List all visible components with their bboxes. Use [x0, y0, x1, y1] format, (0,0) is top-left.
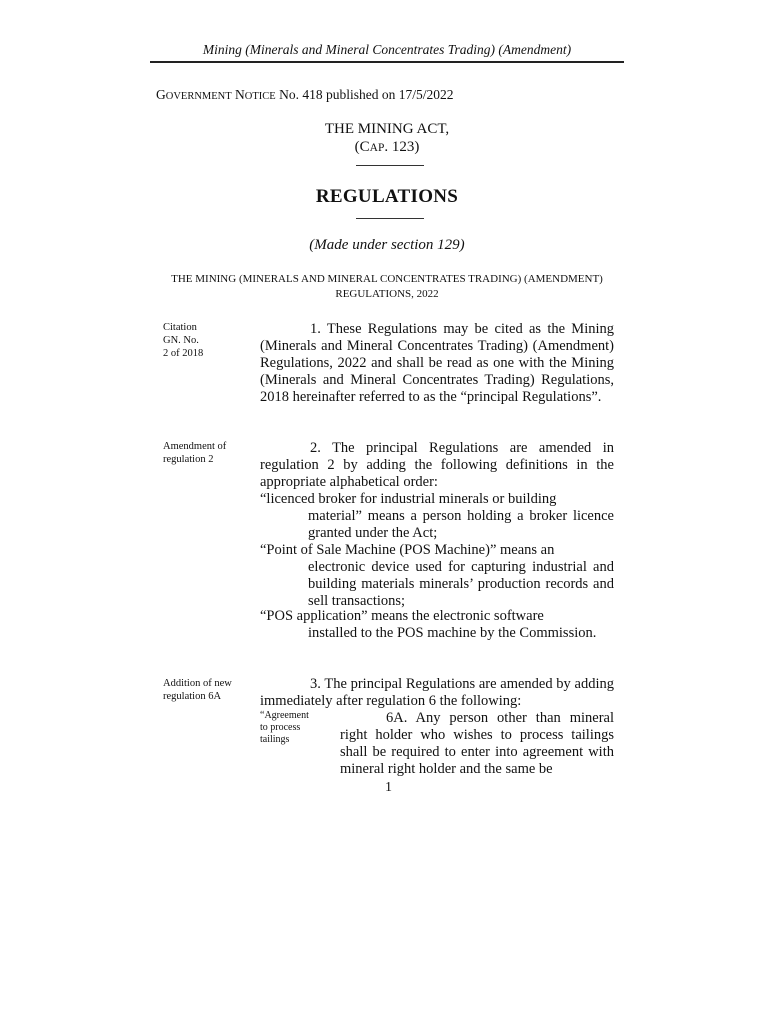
- section-2-paragraph: 2. The principal Regulations are amended in regulation 2 by adding the following definitions in the appropriate alphabetical order:: [260, 440, 614, 490]
- act-title: THE MINING ACT,: [324, 121, 450, 137]
- inner-note-line: tailings: [260, 734, 290, 745]
- inner-note-line: to process: [260, 722, 301, 733]
- gn-smallcaps-2: OTICE: [244, 91, 276, 102]
- definition-pos-machine: [260, 542, 614, 610]
- definition-licenced-broker: [260, 491, 614, 542]
- section-1-paragraph: 1. These Regulations may be cited as the Mining (Minerals and Mineral Concentrates Trading) (Amendment) Regulations, 2022 and shall be read as one with the Mining (Minerals and Mineral Concentrates Trading) Regulations, 2018 hereinafter referred to as the “principal Regulations”.: [260, 321, 614, 405]
- regulation-6a-paragraph: 6A. Any person other than mineral right holder who wishes to process tailings shall be required to enter into agreement with mineral right holder and the same be: [340, 710, 614, 777]
- margin-note-line: Citation: [163, 322, 197, 333]
- section-2-text: [260, 440, 614, 491]
- margin-note-line: Addition of new: [163, 678, 232, 689]
- definition-first-line: “licenced broker for industrial minerals or building: [260, 491, 557, 507]
- definition-continuation: electronic device used for capturing industrial and building materials minerals’ production records and sell transactions;: [308, 559, 614, 609]
- running-head: Mining (Minerals and Mineral Concentrates Trading) (Amendment): [150, 42, 624, 63]
- made-under-section: (Made under section 129): [309, 237, 465, 253]
- definition-first-line: “POS application” means the electronic software: [260, 608, 544, 624]
- margin-note-line: Amendment of: [163, 441, 227, 452]
- definition-pos-application: [260, 608, 614, 642]
- act-heading: [150, 120, 624, 157]
- margin-note-amendment: [163, 440, 253, 466]
- inner-margin-note: [260, 710, 330, 746]
- gn-letter-1: G: [156, 87, 166, 102]
- gn-letter-2: N: [235, 87, 245, 102]
- act-chapter: [150, 138, 624, 157]
- definition-first-line: “Point of Sale Machine (POS Machine)” means an: [260, 542, 555, 558]
- gn-smallcaps-1: OVERNMENT: [165, 91, 232, 102]
- regulations-title-line-2: REGULATIONS, 2022: [335, 288, 439, 300]
- margin-note-addition: [163, 677, 253, 703]
- regulations-title: [150, 272, 624, 302]
- margin-note-line: 2 of 2018: [163, 348, 204, 359]
- regulation-6a-text: [340, 710, 614, 778]
- regulations-title-line-1: THE MINING (MINERALS AND MINERAL CONCENTRATES TRADING) (AMENDMENT): [171, 273, 603, 285]
- definition-continuation: material” means a person holding a broker licence granted under the Act;: [308, 508, 614, 541]
- margin-note-line: regulation 6A: [163, 691, 222, 702]
- page-number: 1: [385, 780, 392, 795]
- cap-open: (C: [354, 139, 370, 155]
- margin-note-line: GN. No.: [163, 335, 199, 346]
- regulations-heading: REGULATIONS: [315, 186, 459, 207]
- divider-rule-2: [356, 218, 424, 219]
- inner-note-line: “Agreement: [260, 710, 309, 721]
- section-3-text: [260, 676, 614, 710]
- cap-rest: . 123): [384, 139, 420, 155]
- margin-note-citation: [163, 321, 253, 360]
- gn-rest: No. 418 published on 17/5/2022: [279, 87, 454, 102]
- divider-rule-1: [356, 165, 424, 166]
- section-1-text: [260, 321, 614, 406]
- margin-note-line: regulation 2: [163, 454, 214, 465]
- section-3-paragraph: 3. The principal Regulations are amended by adding immediately after regulation 6 the following:: [260, 676, 614, 709]
- government-notice: [156, 87, 453, 103]
- definition-continuation: installed to the POS machine by the Commission.: [308, 625, 597, 641]
- cap-smallcaps: AP: [369, 142, 385, 154]
